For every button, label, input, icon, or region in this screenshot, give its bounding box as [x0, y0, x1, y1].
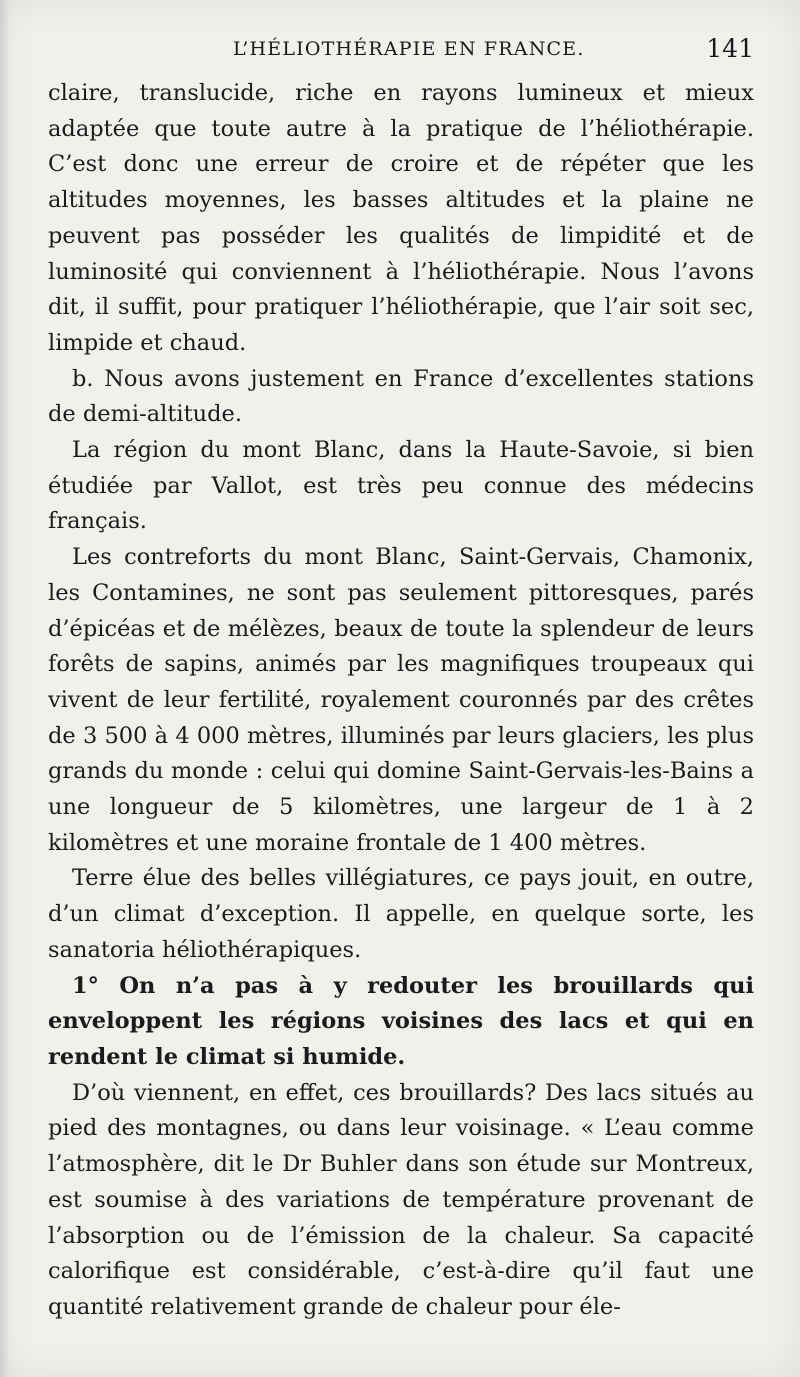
paragraph-terre-elue: Terre élue des belles villégiatures, ce pays jouit, en outre, d’un climat d’exception. Il appelle, en quelque sorte, les sanatoria héliothérapiques.: [48, 865, 754, 963]
paragraph-contreforts: Les contreforts du mont Blanc, Saint-Gervais, Chamonix, les Contamines, ne sont pas seulement pittoresques, parés d’épicéas et de mélèzes, beaux de toute la splendeur de leurs forêts de sapins, animés par les magnifiques troupeaux qui vivent de leur fertilité, royalement couronnés par des crêtes de 3 500 à 4 000 mètres, illuminés par leurs glaciers, les plus grands du monde : celui qui domine Saint-Gervais-les-Bains a une longueur de 5 kilomètres, une largeur de 1 à 2 kilomètres et une moraine frontale de 1 400 mètres.: [48, 544, 754, 856]
running-title: L’HÉLIOTHÉRAPIE EN FRANCE.: [233, 38, 585, 60]
page-number: 141: [706, 34, 754, 63]
paragraph-mont-blanc-region: La région du mont Blanc, dans la Haute-Savoie, si bien étudiée par Vallot, est très peu connue des médecins français.: [48, 437, 754, 535]
paragraph-brouillards: D’où viennent, en effet, ces brouillards? Des lacs situés au pied des montagnes, ou dans leur voisinage. « L’eau comme l’atmosphère, dit le Dr Buhler dans son étude sur Montreux, est soumise à des variations de température provenant de l’absorption ou de l’émission de la chaleur. Sa capacité calorifique est considérable, c’est-à-dire qu’il faut une quantité relativement grande de chaleur pour éle-: [48, 1079, 754, 1320]
heading-brouillards: 1° On n’a pas à y redouter les brouillards qui enveloppent les régions voisines des lacs et qui en rendent le climat si humide.: [48, 972, 754, 1070]
page-header: [48, 34, 754, 68]
page-body: [48, 76, 754, 1326]
paragraph-continuation: claire, translucide, riche en rayons lumineux et mieux adaptée que toute autre à la pratique de l’héliothérapie. C’est donc une erreur de croire et de répéter que les altitudes moyennes, les basses altitudes et la plaine ne peuvent pas posséder les qualités de limpidité et de luminosité qui conviennent à l’héliothérapie. Nous l’avons dit, il suffit, pour pratiquer l’héliothérapie, que l’air soit sec, limpide et chaud.: [48, 80, 754, 356]
paragraph-section-b: b. Nous avons justement en France d’excellentes stations de demi-altitude.: [48, 365, 754, 428]
page-gutter-shadow: [0, 0, 10, 1377]
